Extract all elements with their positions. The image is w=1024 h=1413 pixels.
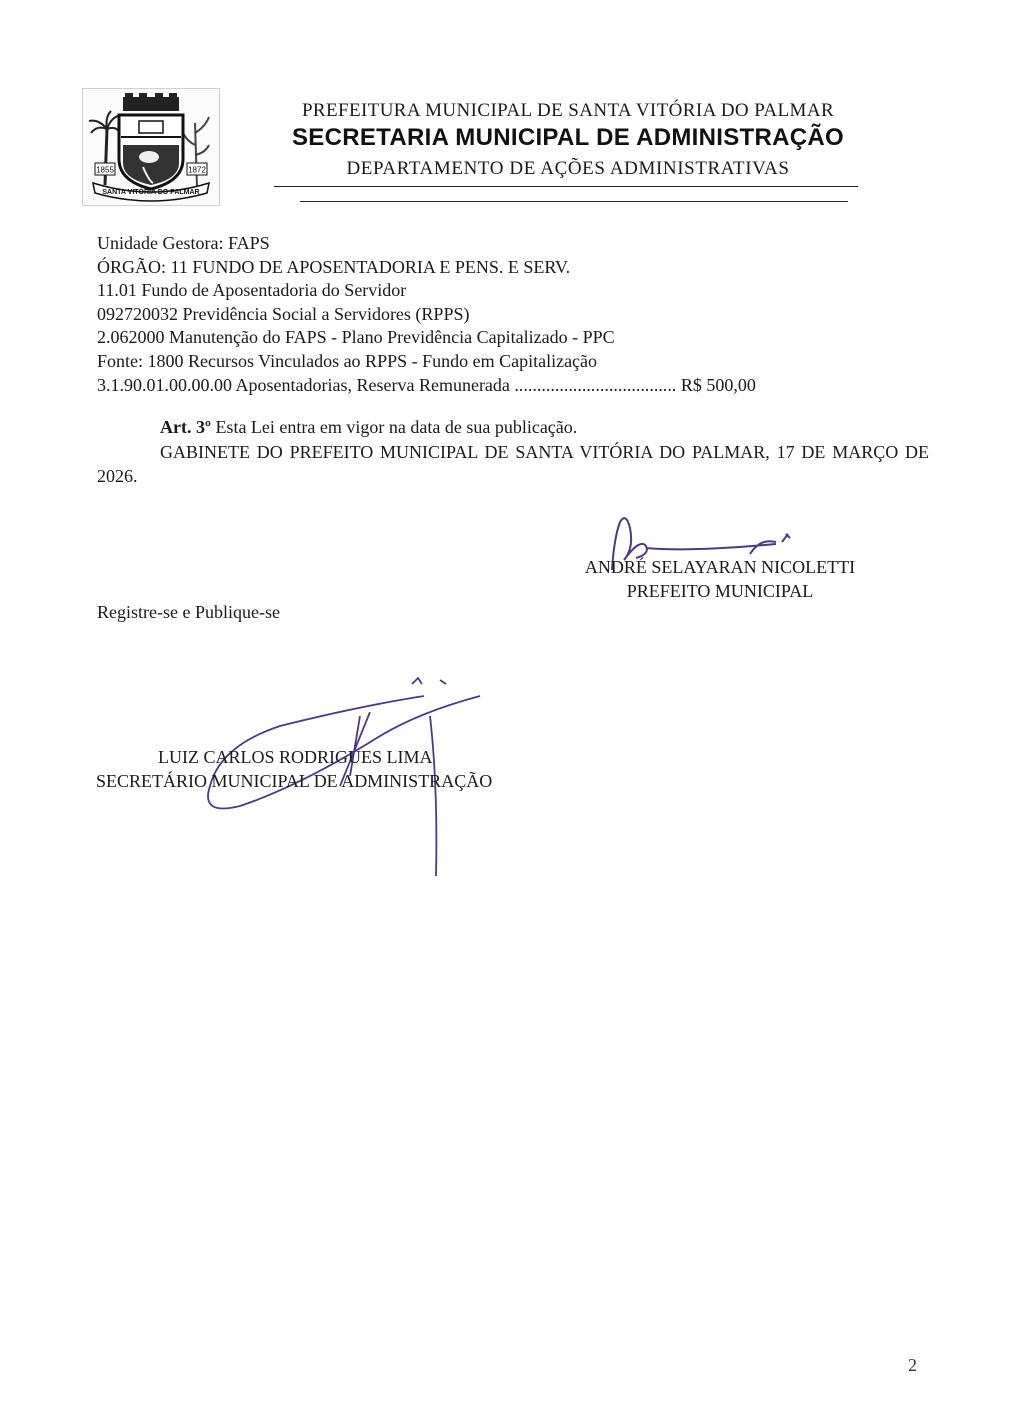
secretary-signature-block [96, 745, 492, 793]
seal-year-right: 1872 [188, 165, 206, 175]
budget-line-programa: 092720032 Previdência Social a Servidores (RPPS) [97, 303, 470, 324]
secretary-title: SECRETÁRIO MUNICIPAL DE ADMINISTRAÇÃO [96, 771, 493, 791]
seal-year-left: 1855 [96, 165, 114, 175]
budget-line-unidade-orcamentaria: 11.01 Fundo de Aposentadoria do Servidor [97, 280, 407, 301]
closing-paragraph: GABINETE DO PREFEITO MUNICIPAL DE SANTA VITÓRIA DO PALMAR, 17 DE MARÇO DE 2026. [97, 442, 929, 486]
budget-line-acao: 2.062000 Manutenção do FAPS - Plano Previdência Capitalizado - PPC [97, 327, 615, 348]
mayor-title: PREFEITO MUNICIPAL [626, 581, 814, 601]
budget-allocation-block [97, 232, 756, 397]
header-divider-bottom [300, 201, 848, 202]
header-prefecture: PREFEITURA MUNICIPAL DE SANTA VITÓRIA DO PALMAR [301, 100, 835, 121]
header-divider-top [274, 186, 858, 187]
municipal-seal-logo [82, 88, 220, 206]
article-3 [160, 417, 577, 438]
budget-line-elemento: 3.1.90.01.00.00.00 Aposentadorias, Reserva Remunerada .................................... R$ 500,00 [97, 374, 756, 395]
mayor-signature-block [540, 555, 900, 603]
register-publish-note: Registre-se e Publique-se [97, 602, 280, 622]
coat-of-arms-icon [83, 89, 219, 205]
budget-line-fonte: Fonte: 1800 Recursos Vinculados ao RPPS - Fundo em Capitalização [97, 350, 598, 371]
header-secretariat: SECRETARIA MUNICIPAL DE ADMINISTRAÇÃO [292, 124, 844, 151]
page-number: 2 [908, 1355, 917, 1375]
header-department: DEPARTAMENTO DE AÇÕES ADMINISTRATIVAS [346, 158, 790, 179]
article-text: Esta Lei entra em vigor na data de sua publicação. [215, 417, 578, 437]
budget-line-orgao: ÓRGÃO: 11 FUNDO DE APOSENTADORIA E PENS. E SERV. [97, 256, 571, 277]
budget-line-unidade: Unidade Gestora: FAPS [97, 233, 270, 253]
secretary-name: LUIZ CARLOS RODRIGUES LIMA [158, 747, 433, 767]
mayor-name: ANDRÉ SELAYARAN NICOLETTI [584, 557, 856, 577]
seal-ribbon-text: SANTA VITÓRIA DO PALMAR [102, 189, 200, 196]
article-label: Art. 3º [160, 417, 211, 437]
